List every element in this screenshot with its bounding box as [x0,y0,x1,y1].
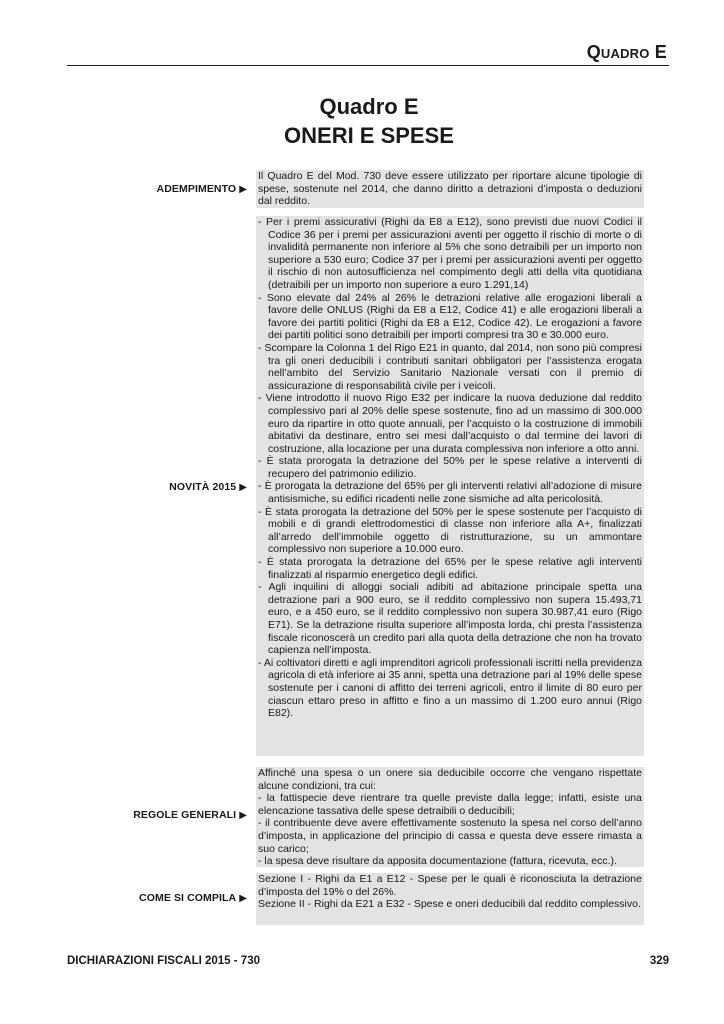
list-item: - Viene introdotto il nuovo Rigo E32 per indicare la nuova deduzione dal reddito complessivo pari al 20% delle spese sostenute, fino ad un massimo di 300.000 euro da ripartire in otto quote annuali, per l’acquisto o la costruzione di immobili abitativi da destinare, entro sei mesi dall’acquisto o dal termine dei lavori di costruzione, alla locazione per una durata complessiva non inferiore a otto anni. [258,392,642,455]
section-label-adempimento [157,183,247,195]
section-label-compila [139,892,247,904]
running-header [67,40,669,66]
section-text: - la fattispecie deve rientrare tra quelle previste dalla legge; infatti, esiste una elencazione tassativa delle spese detraibili o deducibili; [258,792,642,817]
section-text: Il Quadro E del Mod. 730 deve essere utilizzato per riportare alcune tipologie di spese, sostenute nel 2014, che danno diritto a detrazioni d’imposta o deduzioni dal reddito. [258,170,642,208]
section-label-novita [169,481,247,493]
section-text: - la spesa deve risultare da apposita documentazione (fattura, ricevuta, ecc.). [258,855,617,868]
section-box-adempimento [256,170,644,208]
arrow-right-icon: ▶ [239,482,247,493]
list-item: - È stata prorogata la detrazione del 65% per le spese relative agli interventi finalizzati al risparmio energetico degli edifici. [258,556,642,581]
arrow-right-icon: ▶ [239,893,247,904]
section-label-text: REGOLE GENERALI [133,809,237,821]
arrow-right-icon: ▶ [239,184,247,195]
list-item: - Agli inquilini di alloggi sociali adibiti ad abitazione principale spetta una detrazione pari a 900 euro, se il reddito complessivo non supera 15.493,71 euro, e a 450 euro, se il reddito complessivo non supera 30.987,41 euro (Rigo E71). Se la detrazione risulta superiore all’imposta lorda, chi presta l’assistenza fiscale riconoscerà un credito pari alla quota della detrazione che non ha trovato capienza nell’imposta. [258,581,642,657]
list-item: - È stata prorogata la detrazione del 50% per le spese sostenute per l’acquisto di mobili e di grandi elettrodomestici di classe non inferiore alla A+, finalizzati all’arredo dell’immobile oggetto di ristrutturazione, su un ammontare complessivo non superiore a 10.000 euro. [258,505,642,556]
footer-title: DICHIARAZIONI FISCALI 2015 - 730 [67,955,260,967]
section-box-novita [256,216,644,756]
section-box-compila [256,873,644,925]
list-item: - Per i premi assicurativi (Righi da E8 a E12), sono previsti due nuovi Codici il Codice 36 per i premi per assicurazioni aventi per oggetto il rischio di morte o di invalidità permanente non inferiore al 5% che sono detraibili per un importo non superiore a 530 euro; Codice 37 per i premi per assicurazioni aventi per oggetto il rischio di non autosufficienza nel compimento degli atti della vita quotidiana (detraibili per un importo non superiore a euro 1.291,14) [258,216,642,291]
list-item: - È stata prorogata la detrazione del 50% per le spese relative a interventi di recupero del patrimonio edilizio. [258,455,642,480]
arrow-right-icon: ▶ [239,810,247,821]
page-title-line1: Quadro E [319,94,419,119]
section-box-regole [256,767,644,867]
list-item: - Scompare la Colonna 1 del Rigo E21 in quanto, dal 2014, non sono più compresi tra gli oneri deducibili i contributi sanitari obbligatori per l’assistenza erogata nell’ambito del Servizio Sanitario Nazionale versati con il premio di assicurazione di responsabilità civile per i veicoli. [258,341,642,392]
page-title-line2: ONERI E SPESE [284,123,454,148]
section-text: - il contribuente deve avere effettivamente sostenuto la spesa nel corso dell’anno d’imposta, in applicazione del principio di cassa e questa deve essere rimasta a suo carico; [258,817,642,855]
list-item: - È prorogata la detrazione del 65% per gli interventi relativi all’adozione di misure antisismiche, su edifici ricadenti nelle zone sismiche ad alta pericolosità. [258,480,642,506]
novita-list [256,216,644,720]
page-title [200,92,538,150]
page-number: 329 [649,955,669,967]
list-item: - Ai coltivatori diretti e agli imprenditori agricoli professionali iscritti nella previdenza agricola di età inferiore ai 35 anni, spetta una detrazione pari al 19% delle spese sostenute per i canoni di affitto dei terreni agricoli, entro il limite di 80 euro per ciascun ettaro preso in affitto e fino a un massimo di 1.200 euro annui (Rigo E82). [258,656,642,720]
section-text: Affinché una spesa o un onere sia deducibile occorre che vengano rispettate alcune condizioni, tra cui: [258,767,642,792]
section-label-text: NOVITÀ 2015 [169,481,237,493]
list-item: - Sono elevate dal 24% al 26% le detrazioni relative alle erogazioni liberali a favore delle ONLUS (Righi da E8 a E12, Codice 41) e alle erogazioni liberali a favore dei partiti politici (Righi da E8 a E12, Codice 42). Le erogazioni a favore dei partiti politici sono detraibili per importi compresi tra 30 e 30.000 euro. [258,291,642,342]
section-text: Sezione II - Righi da E21 a E32 - Spese e oneri deducibili dal reddito complessivo. [258,898,641,911]
section-label-text: COME SI COMPILA [139,892,237,904]
section-label-regole [133,809,247,821]
section-label-text: ADEMPIMENTO [156,183,237,195]
section-text: Sezione I - Righi da E1 a E12 - Spese per le quali è riconosciuta la detrazione d’imposta del 19% o del 26%. [258,873,642,898]
running-header-title: Quadro E [586,42,667,62]
